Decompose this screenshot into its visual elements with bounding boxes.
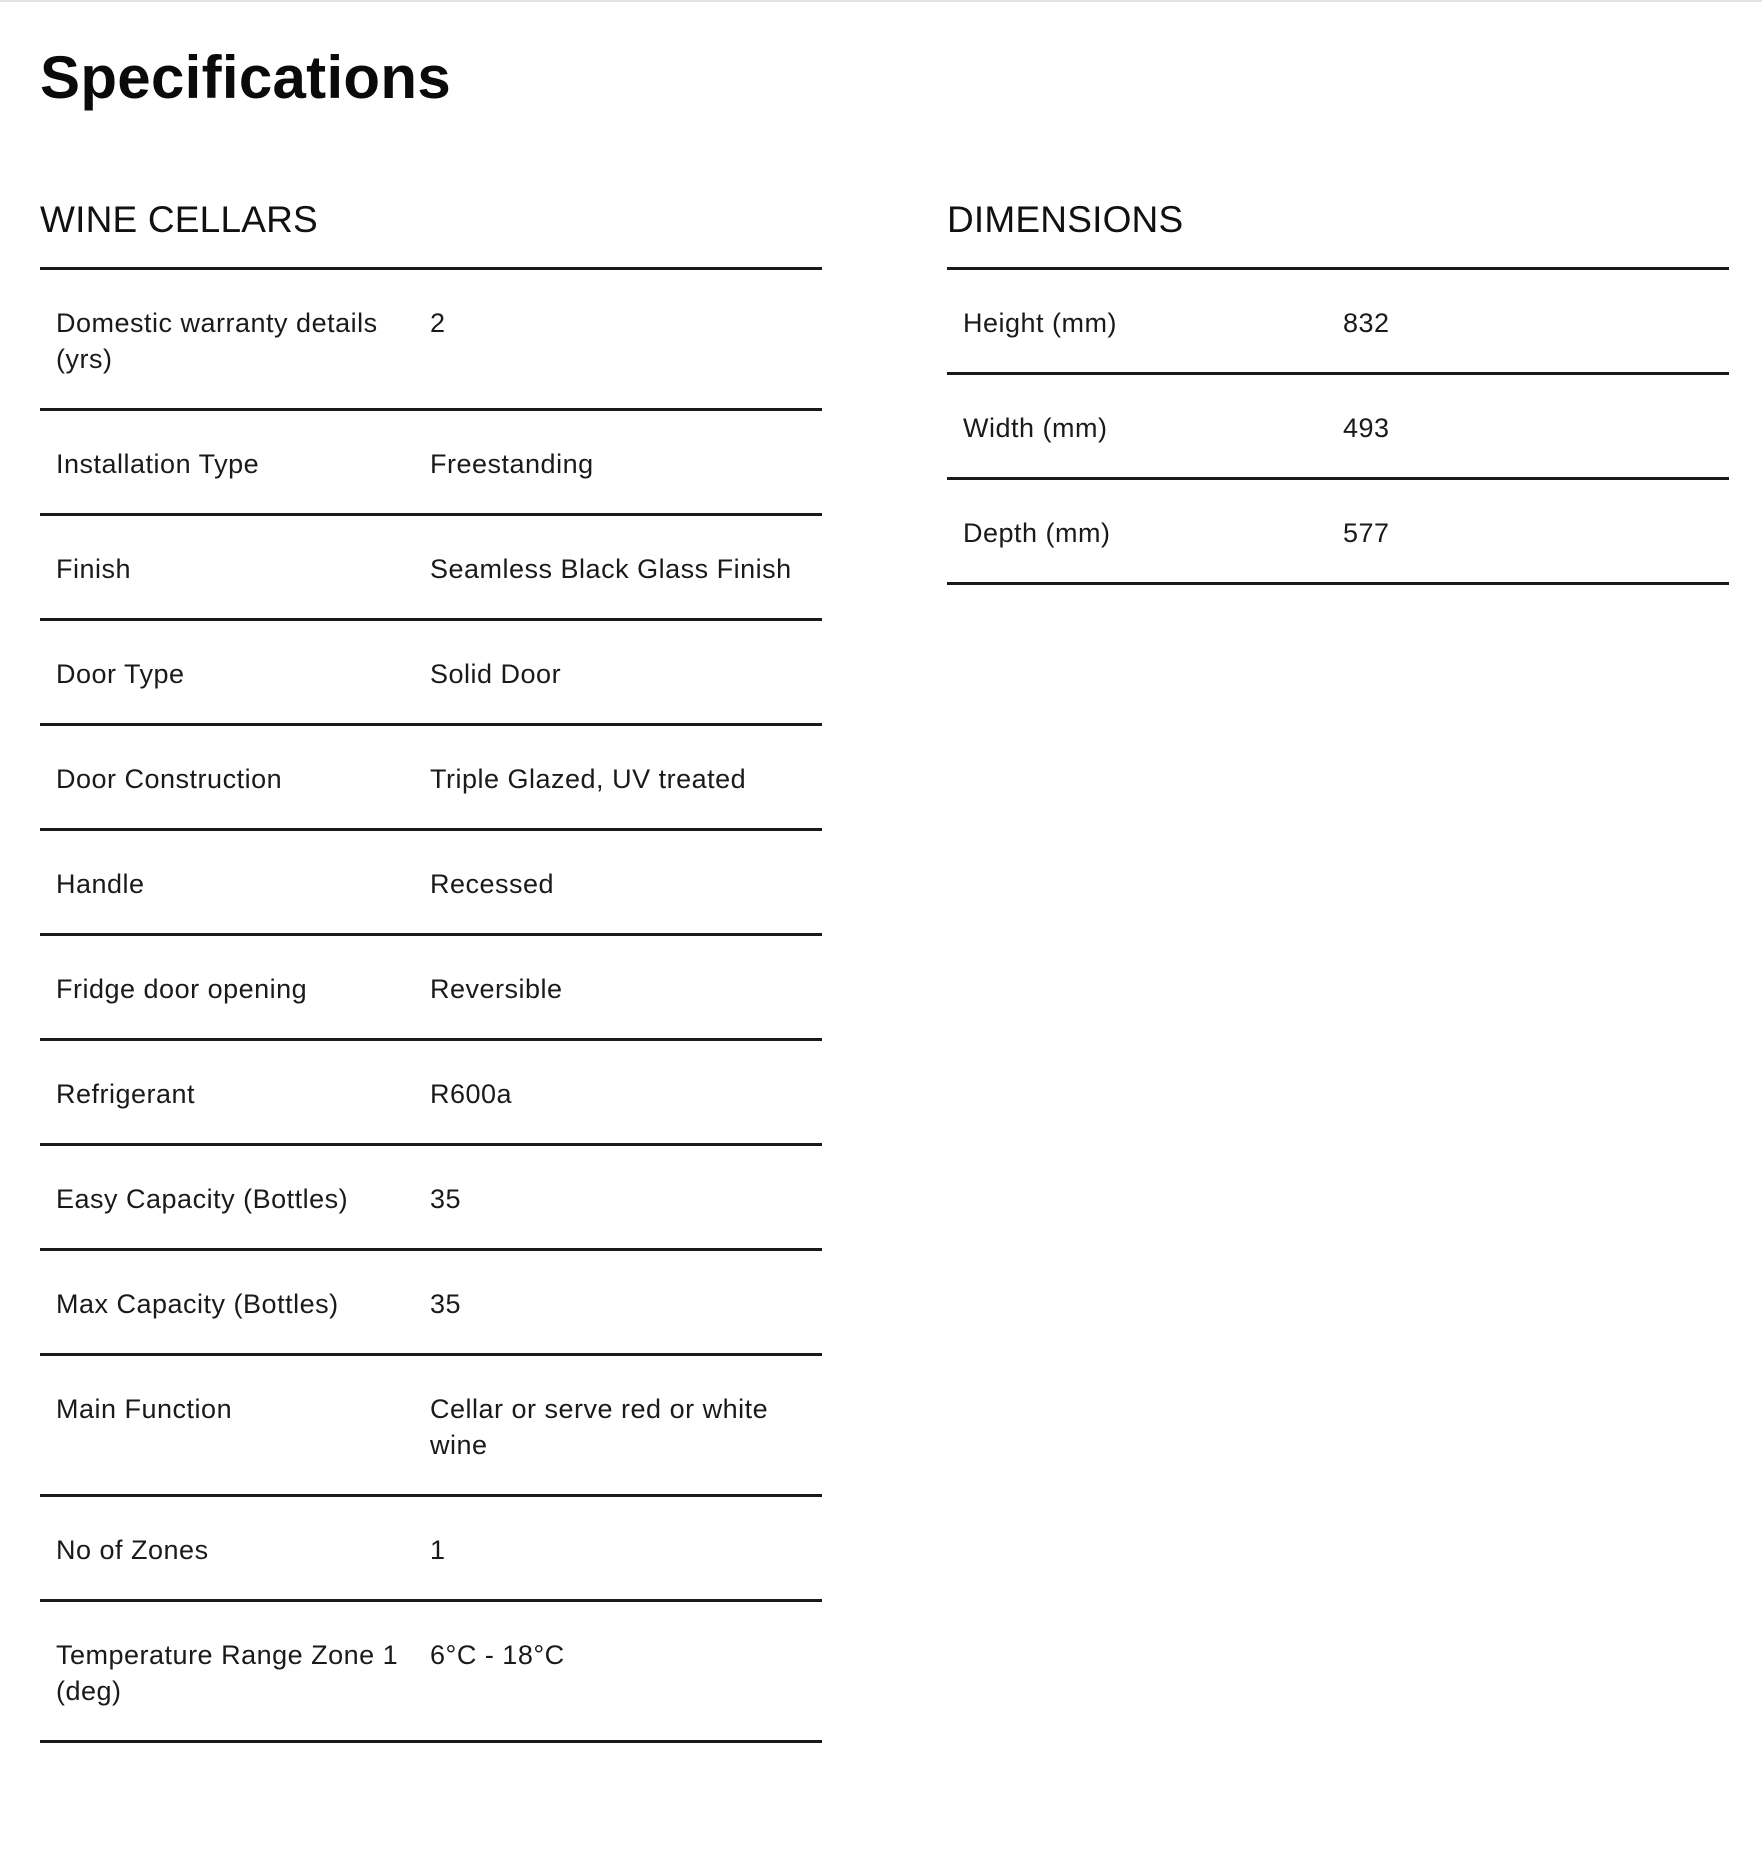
spec-label: Width (mm) <box>963 413 1108 443</box>
spec-value: Solid Door <box>430 659 562 689</box>
spec-value: Freestanding <box>430 449 594 479</box>
top-divider <box>0 0 1762 2</box>
spec-value: 35 <box>430 1184 462 1214</box>
wine-cellars-heading: WINE CELLARS <box>40 199 318 240</box>
spec-value: 1 <box>430 1535 446 1565</box>
spec-row-no-of-zones <box>40 1497 822 1602</box>
spec-label: Refrigerant <box>56 1079 196 1109</box>
spec-label: Installation Type <box>56 449 260 479</box>
spec-value: 577 <box>1343 518 1390 548</box>
spec-label: No of Zones <box>56 1535 209 1565</box>
spec-label: Main Function <box>56 1394 233 1424</box>
spec-label: Door Type <box>56 659 185 689</box>
dimensions-heading: DIMENSIONS <box>947 199 1184 240</box>
spec-label: Handle <box>56 869 145 899</box>
page-title: Specifications <box>40 44 451 111</box>
spec-label: Max Capacity (Bottles) <box>56 1289 339 1319</box>
spec-row-warranty <box>40 270 822 411</box>
wine-cellars-table <box>40 267 822 1743</box>
spec-value: 35 <box>430 1289 462 1319</box>
spec-row-finish <box>40 516 822 621</box>
spec-row-depth <box>947 480 1729 585</box>
spec-value: 6°C - 18°C <box>430 1640 565 1670</box>
spec-row-main-function <box>40 1356 822 1497</box>
spec-value: 493 <box>1343 413 1390 443</box>
spec-row-handle <box>40 831 822 936</box>
spec-row-refrigerant <box>40 1041 822 1146</box>
dimensions-section <box>947 195 1729 585</box>
spec-row-temperature-range <box>40 1602 822 1743</box>
spec-value: Triple Glazed, UV treated <box>430 764 747 794</box>
spec-label: Fridge door opening <box>56 974 308 1004</box>
spec-row-max-capacity <box>40 1251 822 1356</box>
spec-value: Reversible <box>430 974 563 1004</box>
spec-label: Domestic warranty details (yrs) <box>56 308 378 374</box>
spec-value: 832 <box>1343 308 1390 338</box>
spec-value: R600a <box>430 1079 513 1109</box>
spec-row-width <box>947 375 1729 480</box>
spec-row-fridge-door-opening <box>40 936 822 1041</box>
spec-label: Depth (mm) <box>963 518 1111 548</box>
spec-row-installation-type <box>40 411 822 516</box>
wine-cellars-section <box>40 195 822 1743</box>
spec-value: 2 <box>430 308 446 338</box>
spec-row-door-construction <box>40 726 822 831</box>
spec-label: Easy Capacity (Bottles) <box>56 1184 349 1214</box>
spec-row-height <box>947 270 1729 375</box>
spec-row-door-type <box>40 621 822 726</box>
spec-value: Recessed <box>430 869 555 899</box>
dimensions-table <box>947 267 1729 585</box>
spec-label: Temperature Range Zone 1 (deg) <box>56 1640 399 1706</box>
spec-label: Finish <box>56 554 132 584</box>
spec-label: Height (mm) <box>963 308 1118 338</box>
spec-value: Cellar or serve red or white wine <box>430 1394 769 1460</box>
spec-row-easy-capacity <box>40 1146 822 1251</box>
spec-label: Door Construction <box>56 764 283 794</box>
spec-value: Seamless Black Glass Finish <box>430 554 792 584</box>
